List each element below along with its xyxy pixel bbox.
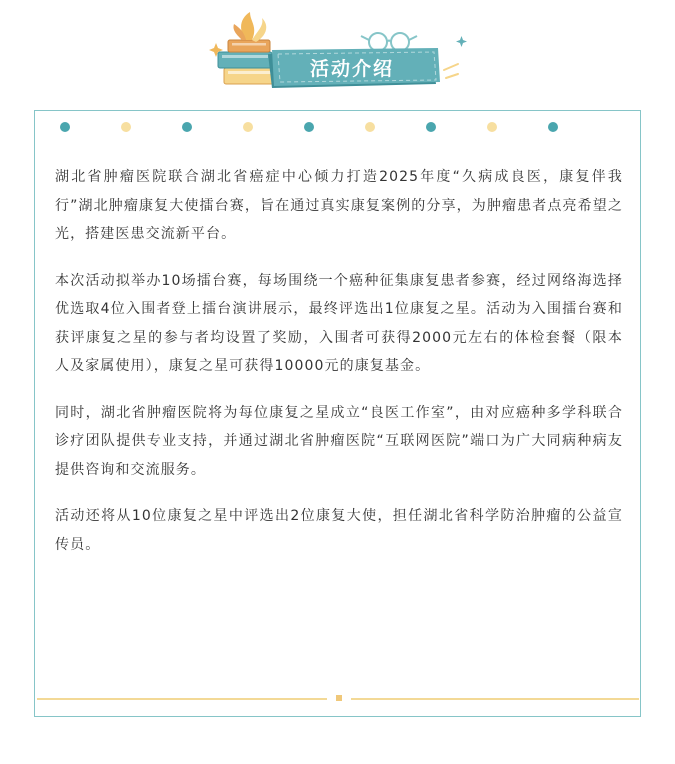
paragraph-ambassador: 活动还将从10位康复之星中评选出2位康复大使，担任湖北省科学防治肿瘤的公益宣传员。 bbox=[55, 508, 623, 553]
decor-lines bbox=[444, 64, 458, 78]
leaf-icon bbox=[233, 12, 266, 42]
dot-teal bbox=[60, 122, 70, 132]
paragraph-intro: 湖北省肿瘤医院联合湖北省癌症中心倾力打造2025年度“久病成良医，康复伴我行”湖北肿瘤康复大使擂台赛，旨在通过真实康复案例的分享，为肿瘤患者点亮希望之光，搭建医患交流新平台。 bbox=[55, 169, 623, 242]
dot-teal bbox=[182, 122, 192, 132]
dot-teal bbox=[426, 122, 436, 132]
paragraph-details: 本次活动拟举办10场擂台赛，每场围绕一个癌种征集康复患者参赛，经过网络海选择优选取4位入围者登上擂台演讲展示，最终评选出1位康复之星。活动为入围擂台赛和获评康复之星的参与者均设置了奖励，入围者可获得2000元左右的体检套餐（限本人及家属使用），康复之星可获得10000元的康复基金。 bbox=[55, 272, 623, 374]
dot-yellow bbox=[121, 122, 131, 132]
dot-teal bbox=[548, 122, 558, 132]
content-card bbox=[34, 110, 641, 717]
dot-yellow bbox=[365, 122, 375, 132]
footer-divider-dot bbox=[336, 695, 342, 701]
footer-divider-right bbox=[351, 698, 639, 700]
paragraph-studio: 同时，湖北省肿瘤医院将为每位康复之星成立“良医工作室”，由对应癌种多学科联合诊疗团队提供专业支持，并通过湖北省肿瘤医院“互联网医院”端口为广大同病种病友提供咨询和交流服务。 bbox=[55, 404, 623, 478]
dot-yellow bbox=[243, 122, 253, 132]
article-body bbox=[55, 163, 623, 577]
dot-yellow bbox=[487, 122, 497, 132]
glasses-icon bbox=[361, 33, 417, 51]
dot-row bbox=[35, 122, 640, 134]
section-title: 活动介绍 bbox=[309, 58, 394, 80]
books-icon bbox=[218, 40, 276, 84]
dot-teal bbox=[304, 122, 314, 132]
footer-divider-left bbox=[37, 698, 327, 700]
header-banner bbox=[0, 0, 675, 112]
